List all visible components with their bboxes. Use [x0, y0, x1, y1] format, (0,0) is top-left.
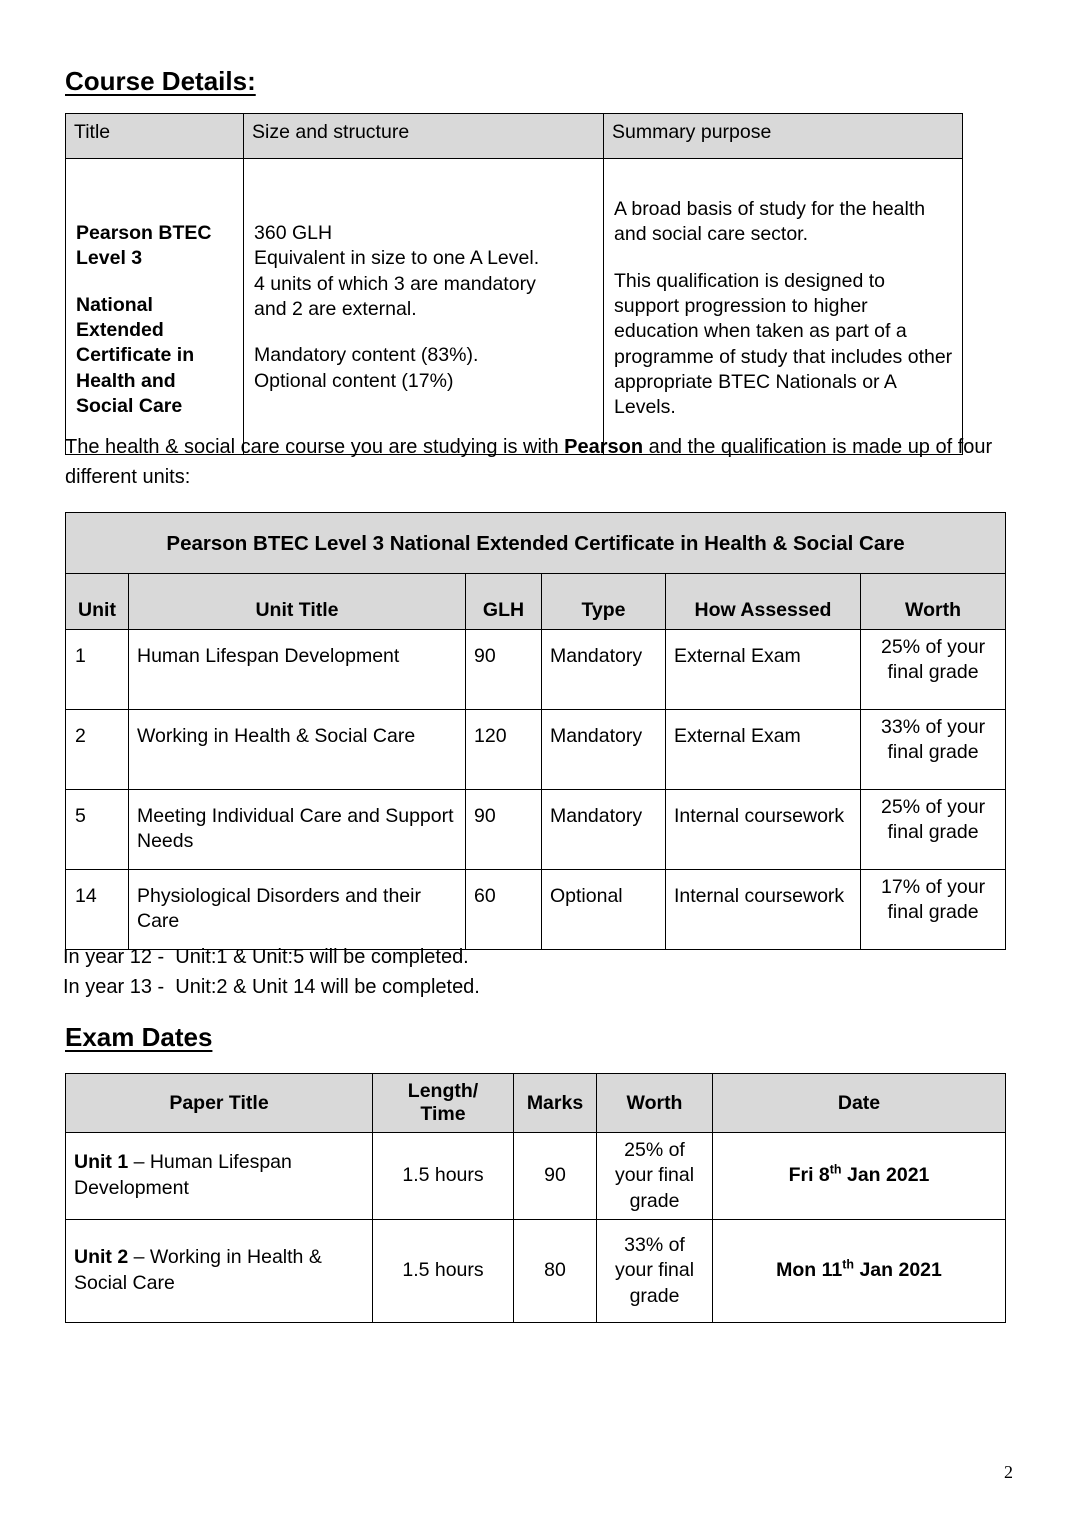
table-row: [66, 1220, 1006, 1323]
line-spacer: [76, 272, 235, 293]
cell-unit-title: Physiological Disorders and their Care: [129, 870, 466, 950]
table-header-row: [66, 1074, 1006, 1133]
course-details-table: [65, 113, 963, 455]
cell-length: 1.5 hours: [373, 1220, 514, 1323]
column-header-glh: GLH: [466, 574, 542, 630]
cell-date: [713, 1220, 1006, 1323]
date-ordinal-suffix: th: [842, 1257, 855, 1272]
paper-unit-label: Unit 2: [74, 1246, 129, 1269]
intro-paragraph: [65, 432, 1015, 492]
exam-dates-heading: Exam Dates: [65, 1022, 213, 1052]
line-spacer: [614, 248, 954, 269]
table-row: [66, 159, 963, 455]
units-table: [65, 512, 1006, 950]
size-line: 4 units of which 3 are mandatory: [254, 272, 536, 295]
cell-paper-title: [66, 1133, 373, 1220]
column-header-type: Type: [542, 574, 666, 630]
course-details-heading: Course Details:: [65, 66, 256, 96]
intro-text-after: and the qualification is made up of four different units:: [65, 436, 993, 488]
purpose-paragraph: A broad basis of study for the health and social care sector.: [614, 198, 926, 246]
cell-summary-purpose: [604, 159, 963, 455]
cell-date: [713, 1133, 1006, 1220]
column-header-title: Title: [66, 114, 244, 159]
cell-marks: 80: [514, 1220, 597, 1323]
date-prefix: Fri 8: [788, 1164, 830, 1187]
cell-unit-title: Working in Health & Social Care: [129, 710, 466, 790]
cell-worth: 25% of your final grade: [861, 790, 1006, 870]
cell-unit-number: 2: [66, 710, 129, 790]
date-prefix: Mon 11: [776, 1259, 843, 1282]
table-header-row: [66, 574, 1006, 630]
cell-size-and-structure: [244, 159, 604, 455]
title-line: Extended: [76, 319, 164, 342]
column-header-length-time: [373, 1074, 514, 1133]
cell-type: Mandatory: [542, 790, 666, 870]
title-line: Health and: [76, 369, 176, 392]
cell-glh: 90: [466, 630, 542, 710]
size-line: Mandatory content (83%).: [254, 344, 479, 367]
cell-length: 1.5 hours: [373, 1133, 514, 1220]
year-13-note: In year 13 - Unit:2 & Unit 14 will be completed.: [63, 976, 480, 998]
column-header-unit: Unit: [66, 574, 129, 630]
title-line: Level 3: [76, 247, 143, 270]
cell-worth: 33% of your final grade: [597, 1220, 713, 1323]
cell-type: Mandatory: [542, 710, 666, 790]
cell-worth: 17% of your final grade: [861, 870, 1006, 950]
size-line: Optional content (17%): [254, 369, 454, 392]
header-line-2: Time: [420, 1103, 466, 1125]
column-header-unit-title: Unit Title: [129, 574, 466, 630]
title-line: National: [76, 293, 153, 316]
cell-marks: 90: [514, 1133, 597, 1220]
cell-qualification-title: [66, 159, 244, 455]
table-row: [66, 630, 1006, 710]
exam-dates-table: [65, 1073, 1006, 1323]
column-header-worth: Worth: [861, 574, 1006, 630]
column-header-summary-purpose: Summary purpose: [604, 114, 963, 159]
paper-title-text: – Working in Health & Social Care: [74, 1246, 322, 1295]
intro-text-before: The health & social care course you are studying is with: [65, 436, 565, 458]
table-row: [66, 870, 1006, 950]
cell-unit-number: 5: [66, 790, 129, 870]
table-row: [66, 710, 1006, 790]
date-ordinal-suffix: th: [829, 1162, 842, 1177]
column-header-size-and-structure: Size and structure: [244, 114, 604, 159]
size-line: and 2 are external.: [254, 298, 417, 321]
intro-bold-word: Pearson: [564, 436, 644, 458]
column-header-marks: Marks: [514, 1074, 597, 1133]
cell-unit-title: Human Lifespan Development: [129, 630, 466, 710]
cell-glh: 120: [466, 710, 542, 790]
cell-glh: 60: [466, 870, 542, 950]
cell-type: Optional: [542, 870, 666, 950]
column-header-paper-title: Paper Title: [66, 1074, 373, 1133]
cell-how-assessed: Internal coursework: [666, 870, 861, 950]
cell-worth: 25% of your final grade: [861, 630, 1006, 710]
page-number: 2: [1004, 1462, 1013, 1482]
title-line: Social Care: [76, 395, 183, 418]
purpose-paragraph: This qualification is designed to support progression to higher education when taken as part of a programme of study that includes other appropriate BTEC Nationals or A Levels.: [614, 269, 953, 419]
table-header-row: [66, 114, 963, 159]
paper-unit-label: Unit 1: [74, 1151, 129, 1174]
cell-paper-title: [66, 1220, 373, 1323]
cell-how-assessed: External Exam: [666, 710, 861, 790]
column-header-worth: Worth: [597, 1074, 713, 1133]
units-table-title: Pearson BTEC Level 3 National Extended Certificate in Health & Social Care: [66, 513, 1006, 574]
cell-type: Mandatory: [542, 630, 666, 710]
cell-glh: 90: [466, 790, 542, 870]
cell-unit-number: 1: [66, 630, 129, 710]
cell-unit-number: 14: [66, 870, 129, 950]
cell-how-assessed: External Exam: [666, 630, 861, 710]
cell-worth: 33% of your final grade: [861, 710, 1006, 790]
line-spacer: [254, 322, 595, 343]
column-header-date: Date: [713, 1074, 1006, 1133]
table-title-row: [66, 513, 1006, 574]
table-row: [66, 1133, 1006, 1220]
table-row: [66, 790, 1006, 870]
header-line-1: Length/: [407, 1080, 479, 1102]
year-12-note: In year 12 - Unit:1 & Unit:5 will be completed.: [63, 946, 469, 968]
paper-title-text: – Human Lifespan Development: [74, 1151, 292, 1200]
date-suffix: Jan 2021: [841, 1164, 930, 1187]
title-line: Certificate in: [76, 344, 195, 367]
title-line: Pearson BTEC: [76, 222, 212, 244]
date-suffix: Jan 2021: [854, 1259, 942, 1282]
cell-worth: 25% of your final grade: [597, 1133, 713, 1220]
cell-how-assessed: Internal coursework: [666, 790, 861, 870]
size-line: 360 GLH: [254, 222, 333, 244]
cell-unit-title: Meeting Individual Care and Support Needs: [129, 790, 466, 870]
column-header-how-assessed: How Assessed: [666, 574, 861, 630]
size-line: Equivalent in size to one A Level.: [254, 247, 540, 270]
